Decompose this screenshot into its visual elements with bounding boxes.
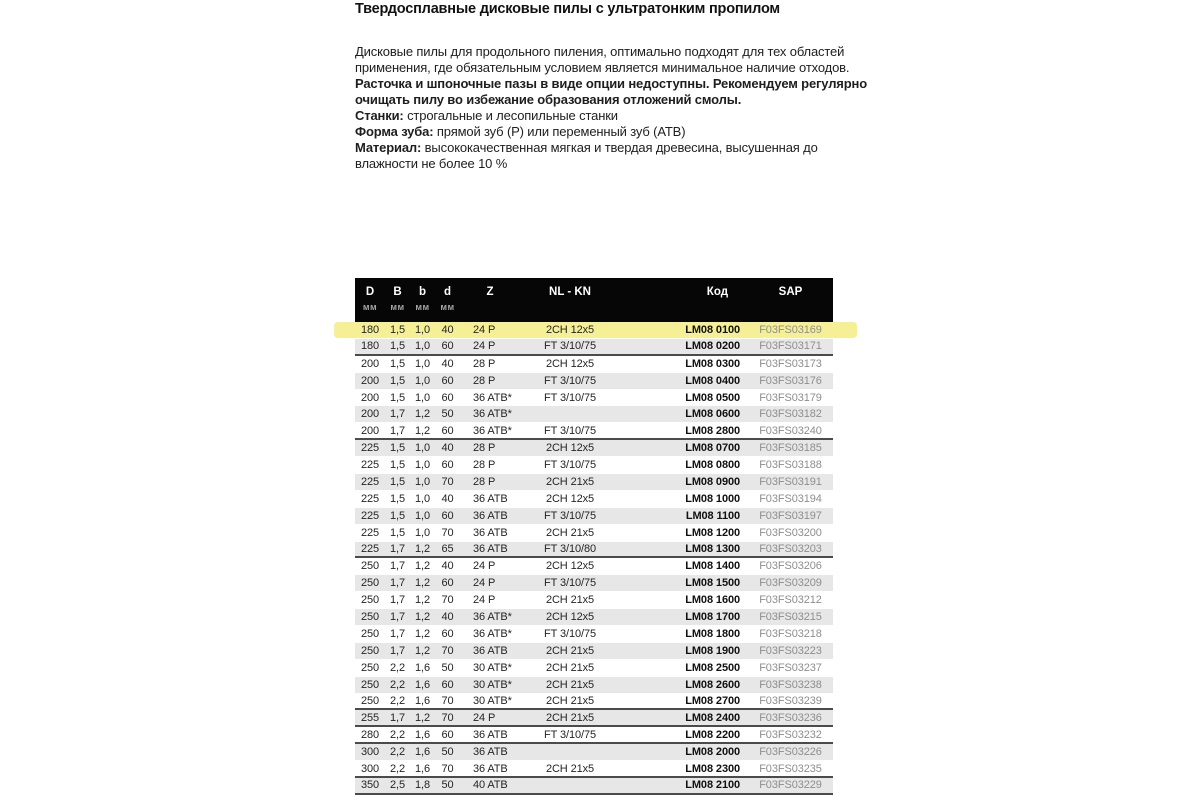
cell-body-b: 1,0	[415, 357, 430, 370]
cell-kerf-b: 1,5	[390, 459, 405, 472]
description-label: Форма зуба:	[355, 124, 434, 139]
cell-body-b: 1,0	[415, 442, 430, 455]
cell-code: LM08 0900	[685, 475, 740, 488]
table-row	[355, 491, 833, 508]
cell-code: LM08 1100	[685, 509, 740, 522]
cell-code: LM08 1700	[685, 611, 740, 624]
cell-kerf-b: 2,2	[390, 695, 405, 708]
cell-teeth-z: 36 ATB*	[473, 424, 512, 437]
cell-body-b: 1,2	[415, 408, 430, 421]
table-row	[355, 761, 833, 778]
table-row	[355, 322, 833, 339]
column-unit: мм	[440, 302, 455, 312]
cell-kerf-b: 1,7	[390, 627, 405, 640]
cell-teeth-z: 40 ATB	[473, 779, 508, 792]
cell-kerf-b: 1,7	[390, 594, 405, 607]
cell-diameter: 200	[360, 408, 380, 421]
table-row	[355, 660, 833, 677]
cell-bore-d: 70	[441, 644, 454, 657]
cell-bore-d: 50	[441, 408, 454, 421]
cell-sap: F03FS03235	[759, 762, 822, 775]
cell-code: LM08 1000	[685, 492, 740, 505]
cell-body-b: 1,6	[415, 746, 430, 759]
cell-sap: F03FS03182	[759, 408, 822, 421]
cell-diameter: 250	[360, 644, 380, 657]
table-row	[355, 525, 833, 542]
cell-bore-d: 70	[441, 762, 454, 775]
cell-body-b: 1,0	[415, 509, 430, 522]
cell-diameter: 200	[360, 391, 380, 404]
cell-diameter: 225	[360, 442, 380, 455]
cell-code: LM08 0400	[685, 374, 740, 387]
description-line: Дисковые пилы для продольного пиления, оптимально подходят для тех областей	[355, 44, 845, 59]
table-row	[355, 390, 833, 407]
cell-body-b: 1,6	[415, 678, 430, 691]
table-header	[355, 278, 833, 322]
cell-kerf-b: 2,2	[390, 762, 405, 775]
cell-teeth-z: 36 ATB	[473, 762, 508, 775]
cell-bore-d: 60	[441, 577, 454, 590]
cell-body-b: 1,2	[415, 611, 430, 624]
cell-kerf-b: 1,7	[390, 611, 405, 624]
cell-code: LM08 2000	[685, 746, 740, 759]
cell-sap: F03FS03237	[759, 661, 822, 674]
table-row	[355, 727, 833, 744]
cell-kerf-b: 1,5	[390, 492, 405, 505]
row-highlight-marker-left	[334, 322, 355, 338]
cell-body-b: 1,0	[415, 459, 430, 472]
cell-body-b: 1,0	[415, 492, 430, 505]
cell-bore-d: 60	[441, 627, 454, 640]
cell-diameter: 200	[360, 374, 380, 387]
cell-kerf-b: 1,7	[390, 711, 405, 724]
table-row	[355, 677, 833, 694]
cell-kerf-b: 2,2	[390, 746, 405, 759]
cell-nl-kn: FT 3/10/75	[544, 340, 596, 353]
cell-sap: F03FS03223	[759, 644, 822, 657]
cell-teeth-z: 28 P	[473, 442, 496, 455]
cell-bore-d: 60	[441, 728, 454, 741]
table-row	[355, 575, 833, 592]
cell-bore-d: 60	[441, 424, 454, 437]
cell-code: LM08 0500	[685, 391, 740, 404]
cell-code: LM08 2100	[685, 779, 740, 792]
table-row	[355, 423, 833, 440]
cell-body-b: 1,8	[415, 779, 430, 792]
cell-diameter: 300	[360, 746, 380, 759]
cell-bore-d: 70	[441, 711, 454, 724]
cell-sap: F03FS03238	[759, 678, 822, 691]
cell-kerf-b: 1,7	[390, 560, 405, 573]
cell-sap: F03FS03194	[759, 492, 822, 505]
cell-body-b: 1,0	[415, 391, 430, 404]
table-row	[355, 744, 833, 761]
cell-kerf-b: 1,5	[390, 526, 405, 539]
cell-kerf-b: 1,7	[390, 408, 405, 421]
cell-bore-d: 60	[441, 459, 454, 472]
cell-nl-kn: 2CH 12x5	[545, 560, 595, 573]
cell-diameter: 180	[360, 323, 380, 336]
table-row	[355, 356, 833, 373]
cell-sap: F03FS03226	[759, 746, 822, 759]
description-line: Форма зуба: прямой зуб (P) или переменный зуб (ATB)	[355, 124, 686, 139]
cell-kerf-b: 2,2	[390, 678, 405, 691]
column-unit: мм	[362, 302, 378, 312]
cell-kerf-b: 1,7	[390, 543, 405, 556]
cell-teeth-z: 36 ATB	[473, 543, 508, 556]
column-header: NL - KN	[520, 278, 620, 322]
cell-body-b: 1,0	[415, 340, 430, 353]
cell-teeth-z: 36 ATB	[473, 746, 508, 759]
cell-teeth-z: 36 ATB*	[473, 627, 512, 640]
table-row	[355, 339, 833, 356]
cell-diameter: 250	[360, 560, 380, 573]
cell-body-b: 1,2	[415, 627, 430, 640]
cell-sap: F03FS03200	[759, 526, 822, 539]
cell-diameter: 350	[360, 779, 380, 792]
cell-teeth-z: 28 P	[473, 357, 496, 370]
cell-bore-d: 65	[441, 543, 454, 556]
table-row	[355, 440, 833, 457]
cell-teeth-z: 24 P	[473, 560, 496, 573]
cell-code: LM08 2300	[685, 762, 740, 775]
cell-nl-kn: FT 3/10/75	[544, 374, 596, 387]
cell-code: LM08 1600	[685, 594, 740, 607]
cell-nl-kn: FT 3/10/75	[544, 627, 596, 640]
cell-sap: F03FS03218	[759, 627, 822, 640]
cell-body-b: 1,2	[415, 644, 430, 657]
table-row	[355, 710, 833, 727]
cell-nl-kn: 2CH 12x5	[545, 611, 595, 624]
cell-kerf-b: 1,5	[390, 323, 405, 336]
cell-bore-d: 50	[441, 779, 454, 792]
cell-teeth-z: 36 ATB	[473, 526, 508, 539]
description-line: очищать пилу во избежание образования отложений смолы.	[355, 92, 742, 107]
table-row	[355, 508, 833, 525]
cell-bore-d: 40	[441, 560, 454, 573]
column-header: d мм	[435, 278, 460, 322]
cell-nl-kn: 2CH 21x5	[545, 678, 595, 691]
product-description	[355, 44, 868, 172]
cell-sap: F03FS03239	[759, 695, 822, 708]
cell-kerf-b: 1,5	[390, 442, 405, 455]
cell-teeth-z: 36 ATB*	[473, 408, 512, 421]
table-row	[355, 373, 833, 390]
cell-sap: F03FS03212	[759, 594, 822, 607]
column-unit	[620, 301, 728, 313]
table-row	[355, 778, 833, 795]
cell-teeth-z: 28 P	[473, 374, 496, 387]
column-header: D мм	[355, 278, 385, 322]
cell-nl-kn: 2CH 12x5	[545, 323, 595, 336]
cell-body-b: 1,0	[415, 526, 430, 539]
page-title: Твердосплавные дисковые пилы с ультратонким пропилом	[355, 1, 780, 17]
cell-kerf-b: 1,5	[390, 509, 405, 522]
cell-bore-d: 60	[441, 391, 454, 404]
cell-body-b: 1,6	[415, 762, 430, 775]
cell-body-b: 1,6	[415, 695, 430, 708]
cell-nl-kn: 2CH 21x5	[545, 762, 595, 775]
cell-bore-d: 60	[441, 678, 454, 691]
cell-sap: F03FS03188	[759, 459, 822, 472]
column-header: SAP	[748, 278, 833, 322]
table-row	[355, 406, 833, 423]
cell-nl-kn: FT 3/10/75	[544, 577, 596, 590]
table-row	[355, 626, 833, 643]
cell-diameter: 225	[360, 543, 380, 556]
cell-teeth-z: 24 P	[473, 577, 496, 590]
cell-diameter: 225	[360, 459, 380, 472]
table-row	[355, 474, 833, 491]
cell-teeth-z: 28 P	[473, 475, 496, 488]
cell-code: LM08 1300	[685, 543, 740, 556]
cell-nl-kn: 2CH 21x5	[545, 526, 595, 539]
column-unit: мм	[415, 302, 430, 312]
cell-bore-d: 60	[441, 340, 454, 353]
cell-sap: F03FS03203	[759, 543, 822, 556]
cell-code: LM08 0700	[685, 442, 740, 455]
cell-code: LM08 2400	[685, 711, 740, 724]
cell-diameter: 225	[360, 475, 380, 488]
table-row	[355, 609, 833, 626]
cell-body-b: 1,2	[415, 543, 430, 556]
cell-body-b: 1,2	[415, 594, 430, 607]
cell-bore-d: 40	[441, 323, 454, 336]
cell-nl-kn: 2CH 12x5	[545, 492, 595, 505]
column-header: B мм	[385, 278, 410, 322]
cell-sap: F03FS03236	[759, 711, 822, 724]
description-line: Материал: высококачественная мягкая и твердая древесина, высушенная до	[355, 140, 818, 155]
cell-body-b: 1,0	[415, 475, 430, 488]
cell-sap: F03FS03215	[759, 611, 822, 624]
cell-code: LM08 0800	[685, 459, 740, 472]
cell-nl-kn: 2CH 21x5	[545, 644, 595, 657]
cell-nl-kn: FT 3/10/75	[544, 728, 596, 741]
cell-code: LM08 0300	[685, 357, 740, 370]
cell-code: LM08 1500	[685, 577, 740, 590]
cell-diameter: 225	[360, 509, 380, 522]
cell-body-b: 1,0	[415, 323, 430, 336]
column-header: Z	[460, 278, 520, 322]
cell-teeth-z: 36 ATB	[473, 644, 508, 657]
cell-sap: F03FS03229	[759, 779, 822, 792]
cell-bore-d: 70	[441, 695, 454, 708]
cell-diameter: 200	[360, 424, 380, 437]
cell-body-b: 1,0	[415, 374, 430, 387]
cell-bore-d: 40	[441, 611, 454, 624]
cell-code: LM08 2200	[685, 728, 740, 741]
cell-nl-kn: FT 3/10/75	[544, 459, 596, 472]
description-label: Материал:	[355, 140, 422, 155]
column-unit: мм	[390, 302, 405, 312]
cell-sap: F03FS03209	[759, 577, 822, 590]
cell-diameter: 250	[360, 577, 380, 590]
cell-nl-kn: 2CH 12x5	[545, 442, 595, 455]
cell-diameter: 300	[360, 762, 380, 775]
cell-teeth-z: 36 ATB	[473, 492, 508, 505]
cell-diameter: 180	[360, 340, 380, 353]
cell-kerf-b: 1,5	[390, 357, 405, 370]
cell-bore-d: 70	[441, 594, 454, 607]
column-header: b мм	[410, 278, 435, 322]
cell-code: LM08 1400	[685, 560, 740, 573]
cell-kerf-b: 2,2	[390, 728, 405, 741]
cell-sap: F03FS03240	[759, 424, 822, 437]
cell-sap: F03FS03197	[759, 509, 822, 522]
cell-body-b: 1,2	[415, 577, 430, 590]
cell-diameter: 280	[360, 728, 380, 741]
cell-diameter: 255	[360, 711, 380, 724]
table-row	[355, 643, 833, 660]
cell-teeth-z: 24 P	[473, 594, 496, 607]
column-unit	[460, 301, 520, 313]
description-line: влажности не более 10 %	[355, 156, 508, 171]
cell-bore-d: 70	[441, 475, 454, 488]
cell-code: LM08 1900	[685, 644, 740, 657]
cell-code: LM08 2700	[685, 695, 740, 708]
cell-nl-kn: FT 3/10/75	[544, 424, 596, 437]
cell-diameter: 250	[360, 695, 380, 708]
cell-code: LM08 0200	[685, 340, 740, 353]
cell-code: LM08 2800	[685, 424, 740, 437]
cell-kerf-b: 1,5	[390, 391, 405, 404]
cell-diameter: 200	[360, 357, 380, 370]
cell-nl-kn: 2CH 21x5	[545, 661, 595, 674]
cell-body-b: 1,6	[415, 728, 430, 741]
cell-sap: F03FS03232	[759, 728, 822, 741]
cell-nl-kn: 2CH 12x5	[545, 357, 595, 370]
cell-teeth-z: 36 ATB	[473, 728, 508, 741]
cell-bore-d: 60	[441, 374, 454, 387]
cell-body-b: 1,2	[415, 711, 430, 724]
cell-kerf-b: 2,2	[390, 661, 405, 674]
cell-nl-kn: FT 3/10/75	[544, 509, 596, 522]
description-line: применения, где обязательным условием является минимальное наличие отходов.	[355, 60, 850, 75]
cell-diameter: 250	[360, 661, 380, 674]
cell-kerf-b: 1,7	[390, 577, 405, 590]
cell-sap: F03FS03191	[759, 475, 822, 488]
table-row	[355, 457, 833, 474]
cell-bore-d: 40	[441, 442, 454, 455]
cell-teeth-z: 36 ATB*	[473, 391, 512, 404]
cell-teeth-z: 36 ATB	[473, 509, 508, 522]
cell-sap: F03FS03185	[759, 442, 822, 455]
cell-teeth-z: 30 ATB*	[473, 678, 512, 691]
cell-code: LM08 0600	[685, 408, 740, 421]
cell-diameter: 225	[360, 492, 380, 505]
cell-body-b: 1,2	[415, 424, 430, 437]
cell-bore-d: 50	[441, 746, 454, 759]
cell-bore-d: 70	[441, 526, 454, 539]
cell-kerf-b: 1,5	[390, 340, 405, 353]
table-row	[355, 542, 833, 559]
products-table	[355, 278, 833, 795]
cell-sap: F03FS03173	[759, 357, 822, 370]
cell-sap: F03FS03171	[759, 340, 822, 353]
cell-nl-kn: FT 3/10/80	[544, 543, 596, 556]
cell-teeth-z: 24 P	[473, 340, 496, 353]
cell-teeth-z: 30 ATB*	[473, 661, 512, 674]
cell-code: LM08 1200	[685, 526, 740, 539]
cell-kerf-b: 1,7	[390, 424, 405, 437]
cell-sap: F03FS03179	[759, 391, 822, 404]
cell-nl-kn: FT 3/10/75	[544, 391, 596, 404]
cell-code: LM08 1800	[685, 627, 740, 640]
table-row	[355, 592, 833, 609]
table-row	[355, 558, 833, 575]
cell-sap: F03FS03176	[759, 374, 822, 387]
cell-code: LM08 2500	[685, 661, 740, 674]
cell-code: LM08 0100	[685, 323, 740, 336]
description-line: Расточка и шпоночные пазы в виде опции недоступны. Рекомендуем регулярно	[355, 76, 868, 91]
column-unit	[520, 301, 620, 313]
cell-nl-kn: 2CH 21x5	[545, 695, 595, 708]
cell-diameter: 250	[360, 678, 380, 691]
cell-diameter: 225	[360, 526, 380, 539]
cell-bore-d: 40	[441, 357, 454, 370]
cell-kerf-b: 2,5	[390, 779, 405, 792]
cell-diameter: 250	[360, 627, 380, 640]
cell-bore-d: 40	[441, 492, 454, 505]
cell-diameter: 250	[360, 611, 380, 624]
cell-kerf-b: 1,5	[390, 475, 405, 488]
cell-code: LM08 2600	[685, 678, 740, 691]
row-highlight-marker-right	[833, 322, 857, 338]
column-header: Код	[620, 278, 748, 322]
cell-body-b: 1,2	[415, 560, 430, 573]
column-unit	[748, 301, 833, 313]
cell-teeth-z: 24 P	[473, 711, 496, 724]
cell-sap: F03FS03169	[759, 323, 822, 336]
cell-diameter: 250	[360, 594, 380, 607]
cell-kerf-b: 1,7	[390, 644, 405, 657]
cell-teeth-z: 30 ATB*	[473, 695, 512, 708]
cell-sap: F03FS03206	[759, 560, 822, 573]
cell-teeth-z: 36 ATB*	[473, 611, 512, 624]
cell-kerf-b: 1,5	[390, 374, 405, 387]
cell-nl-kn: 2CH 21x5	[545, 711, 595, 724]
description-line: Станки: строгальные и лесопильные станки	[355, 108, 618, 123]
cell-bore-d: 50	[441, 661, 454, 674]
cell-teeth-z: 28 P	[473, 459, 496, 472]
description-label: Станки:	[355, 108, 404, 123]
cell-bore-d: 60	[441, 509, 454, 522]
cell-nl-kn: 2CH 21x5	[545, 594, 595, 607]
cell-teeth-z: 24 P	[473, 323, 496, 336]
cell-nl-kn: 2CH 21x5	[545, 475, 595, 488]
cell-body-b: 1,6	[415, 661, 430, 674]
table-body	[355, 322, 833, 795]
table-row	[355, 694, 833, 711]
